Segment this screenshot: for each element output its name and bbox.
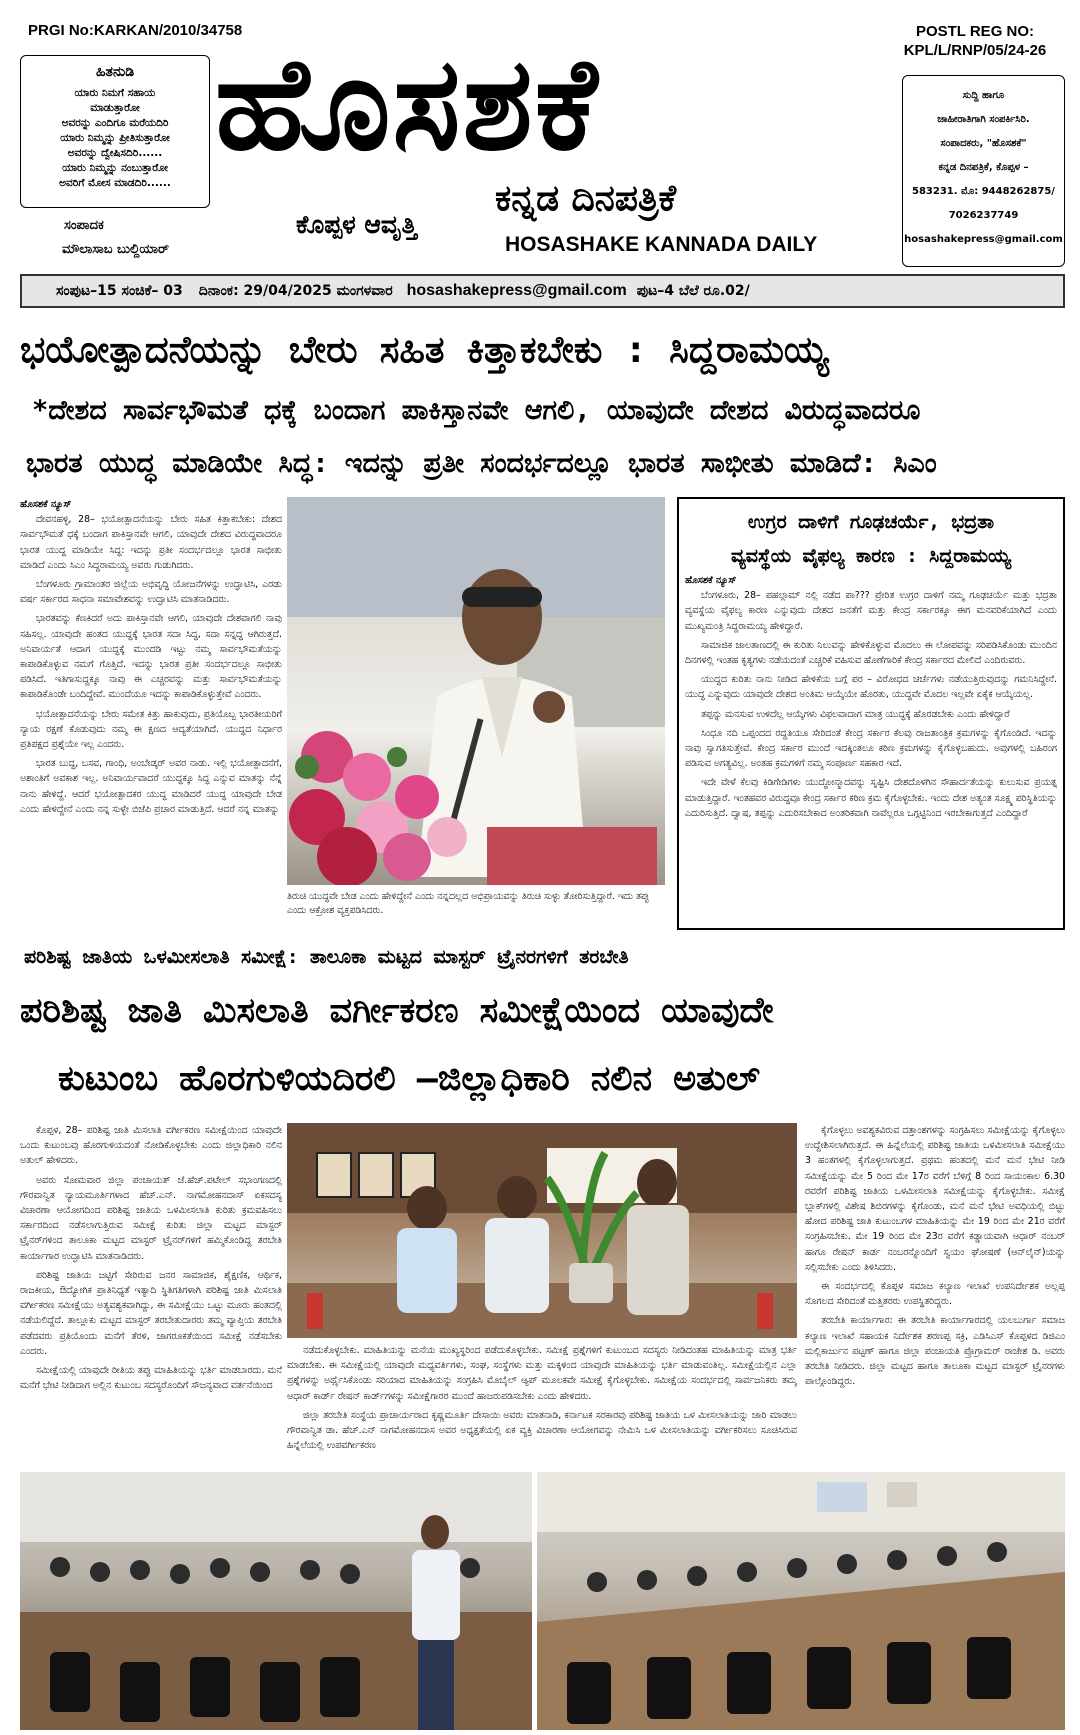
photo-illustration: [537, 1472, 1065, 1730]
lead-subhead-1: *ದೇಶದ ಸಾರ್ವಭೌಮತೆ ಧಕ್ಕೆ ಬಂದಾಗ ಪಾಕಿಸ್ತಾನವೇ ಆಗಲಿ, ಯಾವುದೇ ದೇಶದ ವಿರುದ್ಧವಾದರೂ: [32, 395, 921, 426]
postal-reg-line1: POSTL REG NO:: [915, 23, 1035, 40]
lead-paragraph: ಬೆಂಗಳೂರು ಗ್ರಾಮಾಂತರ ಜಿಲ್ಲೆಯ ಅಭಿವೃದ್ಧಿ ಯೋಜನೆಗಳನ್ನು ಉದ್ಘಾಟಿಸಿ, ಎರಡು ವರ್ಷ ಸರ್ಕಾರದ ಸಾಧನಾ ಸಮಾವೇಶವನ್ನು ಉದ್ಘಾಟಿಸಿ ಮಾತನಾಡಿದರು.: [20, 579, 282, 606]
side-headline: [685, 505, 1057, 573]
side-paragraph: ತಪ್ಪನ್ನು ಮನಸುವ ಉಳಿದೆಲ್ಲ ಆಯ್ಕೆಗಳು ವಿಫಲವಾದಾಗ ಮಾತ್ರ ಯುದ್ಧಕ್ಕೆ ಹೊರಡಬೇಕು ಎಂದು ಹೇಳಿದ್ದಾರೆ: [701, 708, 1010, 720]
prgi-number: PRGI No:KARKAN/2010/34758: [28, 22, 243, 39]
lead-paragraph: ಭಯೋತ್ಪಾದನೆಯನ್ನು ಬೇರು ಸಮೇತ ಕಿತ್ತು ಹಾಕುವುದು, ಪ್ರತಿಯೊಬ್ಬ ಭಾರತೀಯರಿಗೆ ನ್ಯಾಯ ರಕ್ಷಣೆ ಕೊಡುವುದು ನಮ್ಮ ಈ ಕ್ಷಣದ ಆದ್ಯತೆಯಾಗಿದೆ. ಯುದ್ಧದ ನಿರ್ಧಾರ ಪ್ರತಿಪಕ್ಷದ ಪ್ರಶ್ನೆಯೇ ಇಲ್ಲ ಎಂದರು.: [20, 708, 282, 751]
lead-paragraph: ಭಾರತ ಬುದ್ಧ, ಬಸವ, ಗಾಂಧಿ, ಅಂಬೇಡ್ಕರ್ ಅವರ ನಾಡು. ಇಲ್ಲಿ ಭಯೋತ್ಪಾದನೆಗೆ, ಅಶಾಂತಿಗೆ ಅವಕಾಶ ಇಲ್ಲ. ಅನಿವಾರ್ಯವಾದರೆ ಯುದ್ಧಕ್ಕೂ ಸಿದ್ಧ ಎನ್ನುವ ಮಾತನ್ನು ನೆನ್ನೆ ನಾನು ಹೇಳಿದ್ದೆ. ಆದರೆ ಭಯೋತ್ಪಾದಕರ ಯುದ್ಧ ಮಾಡಿದರೆ ಯುದ್ಧ ಯಾವುದೇ ಬೇಡ ಎಂದು ಹೇಳಿದ್ದೇನೆ ಎಂದು ನನ್ನ ಸುಳ್ಳೇ ಬಿಜೆಪಿ ಪ್ರಚಾರ ಮಾಡುತ್ತಿದೆ. ಆದರೆ ನನ್ನ ಮಾತನ್ನು: [20, 758, 282, 815]
lead-byline: ಹೊಸಶಕೆ ನ್ಯೂಸ್: [20, 499, 72, 510]
second-right-paragraph: ಕೈಗೊಳ್ಳಲು ಅವಶ್ಯಕವಿರುವ ದತ್ತಾಂಶಗಳನ್ನು ಸಂಗ್ರಹಿಸಲು ಸಮೀಕ್ಷೆಯನ್ನು ಕೈಗೊಳ್ಳಲು ಉದ್ದೇಶಿಸಲಾಗಿರುತ್ತದೆ. ಈ ಹಿನ್ನೆಲೆಯಲ್ಲಿ ಪರಿಶಿಷ್ಟ ಜಾತಿಯ ಒಳಮೀಸಲಾತಿ ಸಮೀಕ್ಷೆಯು 3 ಹಂತಗಳಲ್ಲಿ ಕೈಗೊಳ್ಳಲಾಗುತ್ತದೆ. ಪ್ರಥಮ ಹಂತದಲ್ಲಿ ಮನೆ ಮನೆ ಭೇಟಿ ನೀಡಿ ಸಮೀಕ್ಷೆಯನ್ನು ಮೇ 5 ರಿಂದ ಮೇ 17ರ ವರೆಗೆ ಬೆಳಿಗ್ಗೆ 8 ರಿಂದ ಸಾಯಂಕಾಲ 6.30 ರವರೆಗೆ ಪರಿಶಿಷ್ಟ ಜಾತಿಯ ಒಳಮೀಸಲಾತಿ ಸಮೀಕ್ಷೆಯನ್ನು ಕೈಗೊಳ್ಳಬೇಕು. ಸಮೀಕ್ಷೆ ಬ್ಲಾಕ್‌ಗಳಲ್ಲಿ ವಿಶೇಷ ಶಿಬಿರಗಳನ್ನು ಕೈಗೊಂಡು, ಮನೆ ಮನೆ ಭೇಟಿ ಅವಧಿಯಲ್ಲಿ ಬಿಟ್ಟು ಹೋದ ಪರಿಶಿಷ್ಟ ಜಾತಿ ಕುಟುಂಬಗಳ ಮಾಹಿತಿಯನ್ನು ಮೇ 19 ರಿಂದ ಮೇ 21ರ ವರೆಗೆ ಸಂಗ್ರಹಿಸಬೇಕು. ಮೇ 19 ರಿಂದ ಮೇ 23ರ ವರೆಗೆ ಕಡ್ಡಾಯವಾಗಿ ಆಧಾರ್ ನಂಬರ್ ಹಾಗೂ ರೇಷನ್ ಕಾರ್ಡ ನಂಬರನ್ನೊಂದಿಗೆ ಸ್ವಯಂ ಘೋಷಣೆ (ಆನ್‌ಲೈನ್)ಯನ್ನು ಸಲ್ಲಿಸಬೇಕು ಎಂದು ತಿಳಿಸಿದರು.: [805, 1125, 1065, 1273]
hitanudi-line: ಯಾರು ನಿಮ್ಮನ್ನು ಪ್ರೀತಿಸುತ್ತಾರೋ: [60, 132, 170, 144]
lead-story-body: [20, 512, 282, 917]
lead-photo-caption: ತಿರುಚಿ ಯುದ್ಧವೇ ಬೇಡ ಎಂದು ಹೇಳಿದ್ದೇನೆ ಎಂದು ನನ್ನದಲ್ಲದ ಅಭಿಪ್ರಾಯವನ್ನು ತಿರುಚಿ ಸುಳ್ಳು ತೋರಿಸುತ್ತಿದ್ದಾರೆ. ಇದು ತಪ್ಪು ಎಂದು ಆಕ್ರೋಶ ವ್ಯಕ್ತಪಡಿಸಿದರು.: [287, 891, 650, 916]
issue-date: ದಿನಾಂಕ: 29/04/2025 ಮಂಗಳವಾರ: [198, 283, 393, 299]
second-story-bottom-text: [287, 1343, 797, 1463]
hitanudi-line: ಮಾಡುತ್ತಾರೋ: [90, 102, 140, 114]
second-headline-2: ಕುಟುಂಬ ಹೊರಗುಳಿಯದಿರಲಿ –ಜಿಲ್ಲಾಧಿಕಾರಿ ನಲಿನ ಅತುಲ್: [58, 1059, 760, 1099]
issue-volume: ಸಂಪುಟ–15 ಸಂಚಿಕೆ– 03: [56, 283, 183, 299]
hitanudi-line: ಯಾರು ನಿಮಗೆ ಸಹಾಯ: [74, 87, 156, 99]
second-kicker: ಪರಿಶಿಷ್ಟ ಜಾತಿಯ ಒಳಮೀಸಲಾತಿ ಸಮೀಕ್ಷೆ: ತಾಲೂಕಾ ಮಟ್ಟದ ಮಾಸ್ಟರ್ ಟ್ರೈನರಗಳಿಗೆ ತರಬೇತಿ: [24, 946, 629, 968]
hitanudi-line: ಅವರನ್ನು ಎಂದಿಗೂ ಮರೆಯದಿರಿ: [61, 117, 169, 129]
side-paragraph: ಸಾಮಾಜಿಕ ಜಾಲತಾಣದಲ್ಲಿ ಈ ಕುರಿತು ನಿಲುವನ್ನು ಹೇಳಿಕೊಳ್ಳುವ ಮೊದಲು ಈ ಲೋಪವನ್ನು ಸರಿಪಡಿಸಿಕೊಂಡು ಮುಂದಿನ ದಿನಗಳಲ್ಲಿ ಇಂತಹ ಕೃತ್ಯಗಳು ನಡೆಯದಂತೆ ಎಚ್ಚರಿಕೆ ವಹಿಸುವ ಹೊಣೆಗಾರಿಕೆ ಕೇಂದ್ರ ಸರ್ಕಾರದ ಮೇಲಿದೆ ಎಂದಿರುವರು.: [685, 639, 1057, 667]
contact-line: 583231. ಮೊ: 9448262875/: [912, 186, 1055, 197]
second-right-paragraph: ಈ ಸಂದರ್ಭದಲ್ಲಿ ಕೊಪ್ಪಳ ಸಮಾಜ ಕಲ್ಯಾಣ ಇಲಾಖೆ ಉಪನಿರ್ದೇಶಕ ಅಲ್ಲಪ್ಪ ಸೊಗಲದ ಸೇರಿದಂತೆ ಮತ್ತಿತರರು ಉಪಸ್ಥಿತರಿದ್ದರು.: [805, 1281, 1065, 1308]
second-headline-1: ಪರಿಶಿಷ್ಟ ಜಾತಿ ಮಿಸಲಾತಿ ವರ್ಗೀಕರಣ ಸಮೀಕ್ಷೆಯಿಂದ ಯಾವುದೇ: [20, 991, 774, 1031]
side-byline: ಹೊಸಶಕೆ ನ್ಯೂಸ್: [685, 575, 737, 586]
hitanudi-line: ಯಾರು ನಿಮ್ಮನ್ನು ನಂಬುತ್ತಾರೋ: [62, 162, 168, 174]
postal-registration: [895, 22, 1055, 60]
issue-pages-price: ಪುಟ–4 ಬೆಲೆ ರೂ.02/: [636, 283, 750, 299]
second-bottom-paragraph: ನಡೆದುಕೊಳ್ಳಬೇಕು. ಮಾಹಿತಿಯನ್ನು ಮನೆಯ ಮುಖ್ಯಸ್ಥರಿಂದ ಪಡೆದುಕೊಳ್ಳಬೇಕು. ಸಮೀಕ್ಷೆ ಪ್ರಶ್ನೆಗಳಿಗೆ ಕುಟುಂಬದ ಸದಸ್ಯರು ನೀಡಿದಂತಹ ಮಾಹಿತಿಯನ್ನು ಮಾತ್ರ ಭರ್ತಿ ಮಾಡಬೇಕು. ಈ ಸಮೀಕ್ಷೆಯಲ್ಲಿ ಯಾವುದೇ ಮಧ್ಯವರ್ತಿಗಳು, ಸಂಘ, ಸಂಸ್ಥೆಗಳು ಮತ್ತು ಮಕ್ಕಳಿಂದ ಯಾವುದೇ ಮಾಹಿತಿಯನ್ನು ಭರ್ತಿ ಮಾಡುವಂತಿಲ್ಲ. ಸಮೀಕ್ಷೆಯಲ್ಲಿನ ಎಲ್ಲಾ ಪ್ರಶ್ನೆಗಳನ್ನು ಅರ್ಥೈಸಿಕೊಂಡು ಸರಿಯಾದ ಮಾಹಿತಿಯನ್ನು ಸಂಗ್ರಹಿಸಿ ಮೊಬೈಲ್ ಆ್ಯಪ್ ಮೂಲಕವೇ ಸಮೀಕ್ಷೆ ಕೈಗೊಳ್ಳಬೇಕು. ಸಮೀಕ್ಷೆಯ ಸಂದರ್ಭದಲ್ಲಿ ಸಾರ್ವಜನಿಕರು ತಮ್ಮ ಆಧಾರ್ ಕಾರ್ಡ್ ರೇಷನ್ ಕಾರ್ಡ್‌ಗಳನ್ನು ಸಮೀಕ್ಷೆಗಾರರ ಮುಂದೆ ಹಾಜರುಪಡಿಸಬೇಕು ಎಂದು ಹೇಳಿದರು.: [287, 1345, 797, 1402]
side-headline-line1: ಉಗ್ರರ ದಾಳಿಗೆ ಗೂಢಚರ್ಯೆ, ಭದ್ರತಾ: [747, 511, 995, 533]
second-left-paragraph: ಕೊಪ್ಪಳ, 28– ಪರಿಶಿಷ್ಟ ಜಾತಿ ಮಿಸಲಾತಿ ವರ್ಗೀಕರಣ ಸಮೀಕ್ಷೆಯಿಂದ ಯಾವುದೇ ಒಂದು ಕುಟುಂಬವು ಹೊರಗುಳಿಯದಂತೆ ನೋಡಿಕೊಳ್ಳಬೇಕು ಎಂದು ಜಿಲ್ಲಾಧಿಕಾರಿ ನಲಿನ ಅತುಲ್ ಹೇಳಿದರು.: [20, 1125, 282, 1167]
training-inauguration-photo: [287, 1123, 797, 1338]
hitanudi-line: ಅವರಿಗೆ ಮೋಸ ಮಾಡದಿರಿ......: [59, 177, 171, 189]
edition-name: ಕೊಪ್ಪಳ ಆವೃತ್ತಿ: [296, 210, 417, 239]
hitanudi-text: [21, 86, 209, 191]
issue-bar: [20, 274, 1065, 308]
training-session-photo-left: [20, 1472, 532, 1730]
photo-illustration: [287, 1123, 797, 1338]
siddaramaiah-photo: [287, 497, 665, 885]
second-left-paragraph: ಅವರು ಸೋಮವಾರ ಜಿಲ್ಲಾ ಪಂಚಾಯತ್ ಜೆ.ಹೆಚ್.ಪಟೇಲ್ ಸಭಾಂಗಣದಲ್ಲಿ ಗೌರವಾನ್ವಿತ ನ್ಯಾಯಮೂರ್ತಿಗಳಾದ ಹೆಚ್.ಎನ್. ನಾಗಮೋಹನದಾಸ್ ಏಕಸದಸ್ಯ ವಿಚಾರಣಾ ಆಯೋಗದಿಂದ ಪರಿಶಿಷ್ಟ ಜಾತಿಯ ಒಳಮೀಸಲಾತಿ ಕುರಿತು ಕ್ರಮವಹಿಸಲು ಸರ್ಕಾರದಿಂದ ನಡೆಸಲಾಗುತ್ತಿರುವ ಸಮೀಕ್ಷೆ ಕುರಿತು ಜಿಲ್ಲಾ ಮಟ್ಟದ ಮಾಸ್ಟರ್ ಟ್ರೈನರ್‌ಗಳಿಂದ ತಾಲೂಕಾ ಮಟ್ಟದ ಮಾಸ್ಟರ್ ಟ್ರೈನರ್‌ಗಳಿಗೆ ಹಮ್ಮಿಕೊಂಡಿದ್ದ ತರಬೇತಿ ಕಾರ್ಯಾಗಾರ ಉದ್ಘಾಟಿಸಿ ಮಾತನಾಡಿದರು.: [20, 1174, 282, 1262]
side-paragraph: ಬೆಂಗಳೂರು, 28– ಪಹಲ್ಗಾಮ್ ನಲ್ಲಿ ನಡೆದ ಪಾ??? ಪ್ರೇರಿತ ಉಗ್ರರ ದಾಳಿಗೆ ನಮ್ಮ ಗೂಢಚರ್ಯೆ ಮತ್ತು ಭದ್ರತಾ ವ್ಯವಸ್ಥೆಯ ವೈಫಲ್ಯ ಕಾರಣ ಎನ್ನುವುದು ದೇಶದ ಜನತೆಗೆ ಮತ್ತು ಕೇಂದ್ರ ಸರ್ಕಾರಕ್ಕೂ ಈಗ ಮನವರಿಕೆಯಾಗಿದೆ ಎಂದು ಮುಖ್ಯಮಂತ್ರಿ ಸಿದ್ದರಾಮಯ್ಯ ಹೇಳಿದ್ದಾರೆ.: [685, 590, 1057, 632]
side-paragraph: ಇದೇ ವೇಳೆ ಕೆಲವು ಕಿಡಿಗೇಡಿಗಳು ಯುದ್ಧೋನ್ಮಾದವನ್ನು ಸೃಷ್ಟಿಸಿ ದೇಶದೊಳಗಿನ ಸೌಹಾರ್ದತೆಯನ್ನು ಕುಲುಸುವ ಪ್ರಯತ್ನ ಮಾಡುತ್ತಿದ್ದಾರೆ. ಇಂತಹವರ ವಿರುದ್ಧವೂ ಕೇಂದ್ರ ಸರ್ಕಾರ ಕಠಿಣ ಕ್ರಮ ಕೈಗೊಳ್ಳಬೇಕು. ಇಂದು ದೇಶ ಅತ್ಯಂತ ಸೂಕ್ಷ್ಮ ಪರಿಸ್ಥಿತಿಯನ್ನು ಎದುರಿಸುತ್ತಿದೆ. ದ್ವಾಷ, ತಪ್ಪನ್ನು ಎದುರಿಸಬೇಕಾದ ಅಂತರಿಕವಾಗಿ ನಾವೆಲ್ಲರೂ ಒಗ್ಗಟ್ಟಿನಿಂದ ಇರಬೇಕಾಗುತ್ತದೆ ಎಂದಿದ್ದಾರೆ: [685, 777, 1057, 819]
subtitle-english: HOSASHAKE KANNADA DAILY: [505, 233, 818, 256]
photo-illustration: [20, 1472, 532, 1730]
lead-headline: ಭಯೋತ್ಪಾದನೆಯನ್ನು ಬೇರು ಸಹಿತ ಕಿತ್ತಾಕಬೇಕು : ಸಿದ್ದರಾಮಯ್ಯ: [20, 328, 829, 371]
hitanudi-line: ಅವರನ್ನು ದ್ವೇಷಿಸದಿರಿ......: [67, 147, 163, 159]
contact-line: ಕನ್ನಡ ದಿನಪತ್ರಿಕೆ, ಕೊಪ್ಪಳ –: [938, 162, 1029, 173]
side-paragraph: ಸಿಂಧೂ ನದಿ ಒಪ್ಪಂದದ ರದ್ದತಿಯೂ ಸೇರಿದಂತೆ ಕೇಂದ್ರ ಸರ್ಕಾರ ಕೆಲವು ರಾಜತಾಂತ್ರಿಕ ಕ್ರಮಗಳನ್ನು ಕೈಗೊಂಡಿದೆ. ಇದನ್ನು ನಾವು ಸ್ವಾಗತಿಸುತ್ತೇವೆ. ಕೇಂದ್ರ ಸರ್ಕಾರ ಮುಂದೆ ಇದಕ್ಕಿಂತಲೂ ಕಠಿಣ ಕ್ರಮಗಳನ್ನು ಕೈಗೊಳ್ಳಬಹುದು. ಅವುಗಳಲ್ಲಿ ಬಹಿರಂಗ ಪಡಿಸುವ ಅಗತ್ಯವಿಲ್ಲ. ಅಂತಹ ಕ್ರಮಗಳಿಗೆ ನಮ್ಮ ಸಂಪೂರ್ಣ ಸಹಕಾರ ಇದೆ.: [685, 727, 1057, 770]
contact-line: ಜಾಹೀರಾತಿಗಾಗಿ ಸಂಪರ್ಕಿಸಿರಿ.: [937, 114, 1030, 125]
second-story-left-column: [20, 1123, 282, 1443]
photo-illustration: [287, 497, 665, 885]
subtitle-kannada: ಕನ್ನಡ ದಿನಪತ್ರಿಕೆ: [495, 178, 677, 219]
side-headline-line2: ವ್ಯವಸ್ಥೆಯ ವೈಫಲ್ಯ ಕಾರಣ : ಸಿದ್ದರಾಮಯ್ಯ: [730, 545, 1012, 567]
contact-line: ಸುದ್ದಿ ಹಾಗೂ: [962, 90, 1005, 101]
side-paragraph: ಯುದ್ಧದ ಕುರಿತು ನಾನು ನೀಡಿದ ಹೇಳಿಕೆಯ ಬಗ್ಗೆ ಪರ – ವಿರೋಧದ ಚರ್ಚೆಗಳು ನಡೆಯುತ್ತಿರುವುದನ್ನು ಗಮನಿಸಿದ್ದೇನೆ. ಯುದ್ಧ ಎನ್ನುವುದು ಯಾವುದೇ ದೇಶದ ಅಂತಿಮ ಆಯ್ಕೆಯೇ ಹೊರತು, ಯುದ್ಧವೇ ಮೊದಲ ಇಲ್ಲವೇ ಏಕೈಕ ಆಯ್ಕೆಯಲ್ಲ.: [685, 674, 1057, 701]
second-left-paragraph: ಸಮೀಕ್ಷೆಯಲ್ಲಿ ಯಾವುದೇ ರೀತಿಯ ತಪ್ಪು ಮಾಹಿತಿಯನ್ನು ಭರ್ತಿ ಮಾಡಬಾರದು. ಮನೆ ಮನೆಗೆ ಭೇಟಿ ನೀಡಿದಾಗ ಅಲ್ಲಿನ ಕುಟುಂಬ ಸದಸ್ಯರೊಂದಿಗೆ ಸೌಜನ್ಯವಾದ ವರ್ತನೆಯಿಂದ: [20, 1365, 282, 1392]
editor-label: ಸಂಪಾದಕ: [64, 218, 104, 233]
issue-email: hosashakepress@gmail.com: [406, 282, 627, 299]
second-bottom-paragraph: ಜಿಲ್ಲಾ ತರಬೇತಿ ಸಂಸ್ಥೆಯ ಪ್ರಾಚಾರ್ಯರಾದ ಕೃಷ್ಣಮೂರ್ತಿ ದೇಸಾಯಿ ಅವರು ಮಾತನಾಡಿ, ಕರ್ನಾಟಕ ಸರಕಾರವು ಪರಿಶಿಷ್ಟ ಜಾತಿಯ ಒಳ ಮೀಸಲಾತಿಯನ್ನು ಜಾರಿ ಮಾಡಲು ಗೌರವಾನ್ವಿತ ಡಾ. ಹೆಚ್.ಎನ್ ನಾಗಮೋಹನದಾಸ ಅವರ ಅಧ್ಯಕ್ಷತೆಯಲ್ಲಿ ಏಕ ವ್ಯಕ್ತಿ ವಿಚಾರಣಾ ಆಯೋಗವನ್ನು ನೇಮಿಸಿ ಒಳ ಮೀಸಲಾತಿಯನ್ನು ವರ್ಗೀಕರಿಸಲು ಸೂಚಿಸಿರುವ ಹಿನ್ನೆಲೆಯಲ್ಲಿ ಉಪವರ್ಗೀಕರಣ: [287, 1409, 797, 1452]
newspaper-title: ಹೊಸಶಕೆ: [215, 30, 600, 179]
postal-reg-line2: KPL/L/RNP/05/24-26: [903, 42, 1047, 59]
second-story-right-column: [805, 1123, 1065, 1463]
contact-line: hosashakepress@gmail.com: [904, 234, 1063, 245]
lead-story-column: [20, 497, 282, 922]
training-session-photo-right: [537, 1472, 1065, 1730]
contact-box: [902, 75, 1065, 267]
second-left-paragraph: ಪರಿಶಿಷ್ಟ ಜಾತಿಯ ಜಟ್ಟಿಗೆ ಸೇರಿರುವ ಜನರ ಸಾಮಾಜಿಕ, ಶೈಕ್ಷಣಿಕ, ಆರ್ಥಿಕ, ರಾಜಕೀಯ, ಔದ್ಯೋಗಿಕ ಪ್ರಾತಿನಿಧ್ಯತೆ ಇತ್ಯಾದಿ ಸ್ಥಿತಿಗತಿಗಳಾಗಿ ಪರಿಶಿಷ್ಟ ಜಾತಿ ಮಿಸಲಾತಿ ವರ್ಗೀಕರಣ ಸಮೀಕ್ಷೆಯು ಅತ್ಯವಶ್ಯಕವಾಗಿದ್ದು, ಈ ಸಮೀಕ್ಷೆಯು ಒಟ್ಟು ಮೂರು ಹಂತದಲ್ಲಿ ನಡೆಯಲಿದ್ದೆದೆ. ತಾಲ್ಲೂಕು ಮಟ್ಟದ ಮಾಸ್ಟರ್ ತರಬೇತುದಾರರು ತಮ್ಮ ವ್ಯಾಪ್ತಿಯ ತರಬೇತಿ ಪಡೆದವರು ಪ್ರತಿಯೊಂದು ಮನೆಗೆ ತೆರಳಿ, ಜಾಗರೂಕತೆಯಿಂದ ಸಮೀಕ್ಷೆ ನಡೆಸಬೇಕು ಎಂದರು.: [20, 1269, 282, 1357]
lead-paragraph: ದೇವನಹಳ್ಳಿ, 28– ಭಯೋತ್ಪಾದನೆಯನ್ನು ಬೇರು ಸಹಿತ ಕಿತ್ತಾಕಬೇಕು: ದೇಶದ ಸಾರ್ವಭೌಮತೆ ಧಕ್ಕೆ ಬಂದಾಗ ಪಾಕಿಸ್ತಾನವೇ ಆಗಲಿ, ಯಾವುದೇ ದೇಶದ ವಿರುದ್ಧವಾದರೂ ಭಾರತ ಯುದ್ಧ ಮಾಡಿಯೇ ಸಿದ್ಧ: ಇದನ್ನು ಪ್ರತೀ ಸಂದರ್ಭದಲ್ಲೂ ಭಾರತ ಸಾಭೀತು ಮಾಡಿದೆ ಎಂದು ಸಿಎಂ ಸಿದ್ದರಾಮಯ್ಯ ಅವರು ಗುಡುಗಿದರು.: [20, 514, 282, 571]
side-story-body: [685, 588, 1057, 918]
second-right-paragraph: ತರಬೇತಿ ಕಾರ್ಯಾಗಾರ: ಈ ತರಬೇತಿ ಕಾರ್ಯಾಗಾರದಲ್ಲಿ ಯಲಬುರ್ಗಾ ಸಮಾಜ ಕಲ್ಯಾಣ ಇಲಾಖೆ ಸಹಾಯಕ ನಿರ್ದೇಶಕ ಶರಣಪ್ಪ ಸಕ್ರಿ, ಎಡಿಸಿಎಸ್ ಕೊಪ್ಪಳದ ಡಿಜಿಎಂ ಮಲ್ಲಿಕಾರ್ಜುನ ಪಟ್ಟಣ್ ಹಾಗೂ ಜಿಲ್ಲಾ ಪಂಚಾಯತಿ ಪ್ರೊಗ್ರಾಮರ್ ರಾಜೇಶ ಡಿ. ಅವರು ತರಬೇತಿ ನೀಡಿದರು. ಜಿಲ್ಲಾ ಮಟ್ಟದ ಹಾಗೂ ತಾಲೂಕಾ ಮಟ್ಟದ ಮಾಸ್ಟರ್ ಟ್ರೈನರಗಳು ಪಾಲ್ಗೊಂಡಿದ್ದರು.: [805, 1315, 1065, 1388]
hitanudi-box: [20, 55, 210, 208]
contact-line: 7026237749: [948, 210, 1019, 221]
contact-text: [903, 84, 1064, 252]
editor-name: ಮೌಲಾಸಾಬ ಬುಲ್ದಿಯಾರ್: [62, 242, 170, 257]
hitanudi-heading: ಹಿತನುಡಿ: [95, 64, 135, 80]
side-story-box: [677, 497, 1065, 930]
contact-line: ಸಂಪಾದಕರು, "ಹೊಸಶಕೆ": [940, 138, 1027, 149]
lead-subhead-2: ಭಾರತ ಯುದ್ಧ ಮಾಡಿಯೇ ಸಿದ್ಧ: ಇದನ್ನು ಪ್ರತೀ ಸಂದರ್ಭದಲ್ಲೂ ಭಾರತ ಸಾಭೀತು ಮಾಡಿದೆ: ಸಿಎಂ: [26, 448, 937, 479]
lead-paragraph: ಭಾರತವನ್ನು ಕೆಣಕಿದರೆ ಅದು ಪಾಕಿಸ್ತಾನವೇ ಆಗಲಿ, ಯಾವುದೇ ದೇಶವಾಗಲಿ ನಾವು ಸಹಿಸಲ್ಲ. ಯಾವುದೇ ಹಂತದ ಯುದ್ಧಕ್ಕೆ ಭಾರತ ಸದಾ ಸಿದ್ಧ, ಸದಾ ಸನ್ನದ್ಧ ಆಗಿರುತ್ತದೆ. ಅನಿವಾರ್ಯತೆ ಆದಾಗ ಯುದ್ಧಕ್ಕೆ ಮುಂದಡಿ ಇಟ್ಟು ನಮ್ಮ ಸಾರ್ವಭೌಮತೆಯನ್ನು ಕಾಪಾಡಿಕೊಳ್ಳುವ ನಮಗೆ ಗೊತ್ತಿದೆ. ಇದನ್ನು ಭಾರತ ಪ್ರತೀ ಸಂದರ್ಭದಲ್ಲೂ ಸಾಭೀತು ಪಡಿಸಿದೆ. ಇತಿಗಾಸುದ್ದಕ್ಕೂ ನಾವು ಈ ಎಚ್ಚರವನ್ನು ಮತ್ತು ಸಾರ್ವಭೌಮತೆಯನ್ನು ಕಾಪಾಡಿಕೊಂಡೇ ಬಂದಿದ್ದೇವೆ. ಮುಂದೆಯೂ ಇದನ್ನು ಕಾಪಾಡಿಕೊಳ್ಳುತ್ತೇವೆ ಎಂದರು.: [20, 613, 282, 701]
